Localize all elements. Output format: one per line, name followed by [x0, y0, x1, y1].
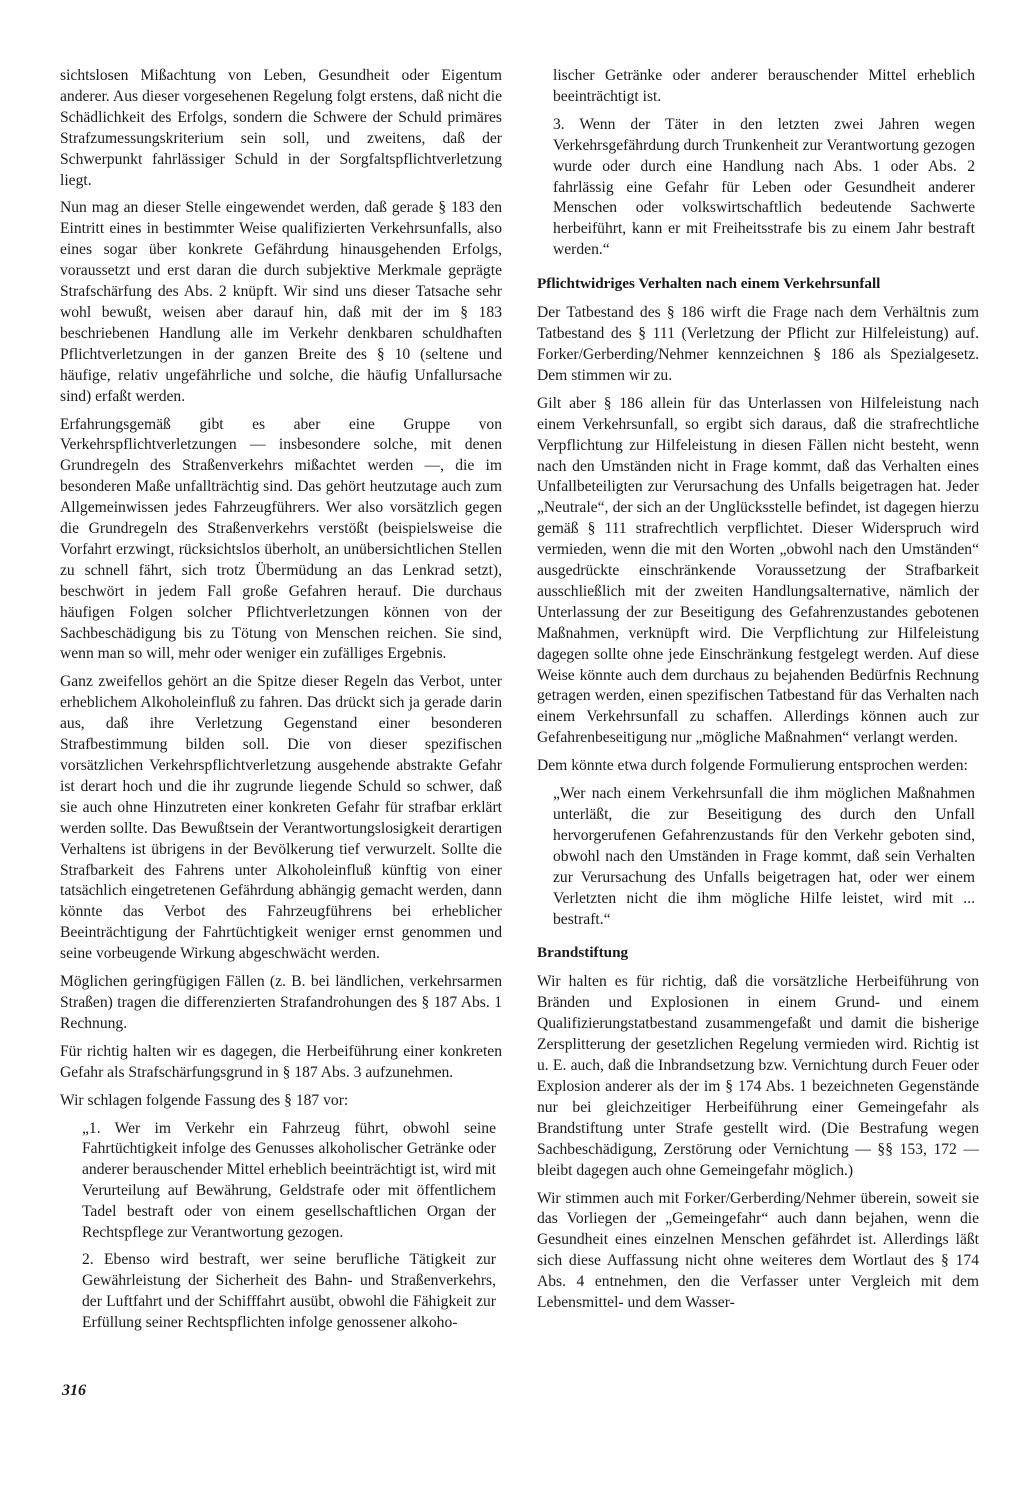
paragraph: sichtslosen Mißachtung von Leben, Gesundheit oder Eigentum anderer. Aus dieser vorgesehenen Regelung folgt erstens, daß nicht die Schädlichkeit des Erfolgs, sondern die Schwere der Schuld primäres Strafzumessungskriterium sein soll, und zweitens, daß der Schwerpunkt fahrlässiger Schuld in der Sorgfaltspflichtverletzung liegt.	[60, 67, 502, 189]
paragraph: Der Tatbestand des § 186 wirft die Frage nach dem Verhältnis zum Tatbestand des § 111 (Verletzung der Pflicht zur Hilfeleistung) auf. Forker/Gerberding/Nehmer kennzeichnen § 186 als Spezialgesetz. Dem stimmen wir zu.	[537, 304, 979, 384]
quoted-provision: „Wer nach einem Verkehrsunfall die ihm möglichen Maßnahmen unterläßt, die zur Beseitigung des durch den Unfall hervorgerufenen Gefahrenzustands für den Verkehr geboten sind, obwohl nach den Umständen in Frage kommt, daß sein Verhalten zur Verursachung des Unfalls beigetragen hat, oder wer einem Verletzten nicht die ihm mögliche Hilfe leistet, wird mit ... bestraft.“	[553, 785, 975, 928]
paragraph: Ganz zweifellos gehört an die Spitze dieser Regeln das Verbot, unter erheblichem Alkoholeinfluß zu fahren. Das drückt sich ja gerade darin aus, daß ihre Verletzung Gegenstand einer besonderen Strafbestimmung bilden soll. Die von dieser spezifischen vorsätzlichen Verkehrspflichtverletzung ausgehende abstrakte Gefahr ist derart hoch und die ihr zugrunde liegende Schuld so schwer, daß sie auch ohne Hinzutreten einer konkreten Gefahr für strafbar erklärt werden sollte. Das Bewußtsein der Verantwortungslosigkeit derartigen Verhaltens ist übrigens in der Bevölkerung tief verwurzelt. Sollte die Strafbarkeit des Fahrens unter Alkoholeinfluß künftig von einer tatsächlich eingetretenen Gefährdung abhängig gemacht werden, dann könnte das Verbot des Fahrzeugführens bei erheblicher Beeinträchtigung der Fahrtüchtigkeit weniger ernst genommen und seine vorbeugende Wirkung abgeschwächt werden.	[60, 673, 502, 963]
paragraph: Nun mag an dieser Stelle eingewendet werden, daß gerade § 183 den Eintritt eines in bestimmter Weise qualifizierten Verkehrsunfalls, also eines sogar über konkrete Gefährdung hinausgehenden Erfolgs, voraussetzt und erst daran die durch subjektive Merkmale geprägte Strafschärfung des Abs. 2 knüpft. Wir sind uns dieser Tatsache sehr wohl bewußt, weisen aber darauf hin, daß mit der im § 183 beschriebenen Handlung alle im Verkehr denkbaren schuldhaften Pflichtverletzungen in der ganzen Breite des § 10 (seltene und häufige, relativ ungefährliche und solche, die häufig Unfallursache sind) erfaßt werden.	[60, 199, 502, 405]
left-column	[60, 66, 502, 1340]
quoted-provision: lischer Getränke oder anderer berauschender Mittel erheblich beeinträchtigt ist.	[553, 67, 975, 105]
paragraph: Gilt aber § 186 allein für das Unterlassen von Hilfeleistung nach einem Verkehrsunfall, so ergibt sich daraus, daß die strafrechtliche Verpflichtung zur Hilfeleistung in diesen Fällen nicht besteht, wenn nach den Umständen nicht in Frage kommt, daß das Verhalten eines Unfallbeteiligten zur Verursachung des Unfalls beigetragen hat. Jeder „Neutrale“, der sich an der Unglücksstelle befindet, ist dagegen hierzu gemäß § 111 strafrechtlich verpflichtet. Dieser Widerspruch wird vermieden, wenn die mit den Worten „obwohl nach den Umständen“ ausgedrückte einschränkende Voraussetzung der Strafbarkeit ausschließlich mit der zweiten Handlungsalternative, nämlich der Unterlassung der zur Beseitigung des Gefahrenzustandes gebotenen Maßnahmen, verknüpft wird. Die Verpflichtung zur Hilfeleistung dagegen sollte ohne jede Einschränkung festgelegt werden. Auf diese Weise könnte auch dem durchaus zu bejahenden Bedürfnis Rechnung getragen werden, einen spezifischen Tatbestand für das Verhalten nach einem Verkehrsunfall zu schaffen. Allerdings können auch zur Gefahrenbeseitigung nur „mögliche Maßnahmen“ verlangt werden.	[537, 394, 979, 747]
section-heading: Brandstiftung	[537, 944, 629, 962]
section-heading: Pflichtwidriges Verhalten nach einem Verkehrsunfall	[537, 275, 881, 293]
paragraph: Dem könnte etwa durch folgende Formulierung entsprochen werden:	[537, 757, 968, 775]
quoted-provision: „1. Wer im Verkehr ein Fahrzeug führt, obwohl seine Fahrtüchtigkeit infolge des Genusses alkoholischer Getränke oder anderer berauschender Mittel erheblich beeinträchtigt ist, wird mit Verurteilung auf Bewährung, Geldstrafe oder mit öffentlichem Tadel bestraft oder von einem gesellschaftlichen Organ der Rechtspflege zur Verantwortung gezogen.	[82, 1119, 496, 1242]
paragraph: Möglichen geringfügigen Fällen (z. B. bei ländlichen, verkehrsarmen Straßen) tragen die differenzierten Strafandrohungen des § 187 Abs. 1 Rechnung.	[60, 973, 502, 1032]
page-number: 316	[62, 1382, 86, 1399]
paragraph: Wir schlagen folgende Fassung des § 187 vor:	[60, 1091, 349, 1109]
paragraph: Für richtig halten wir es dagegen, die Herbeiführung einer konkreten Gefahr als Strafschärfungsgrund in § 187 Abs. 3 aufzunehmen.	[60, 1042, 502, 1081]
quoted-provision: 3. Wenn der Täter in den letzten zwei Jahren wegen Verkehrsgefährdung durch Trunkenheit zur Verantwortung gezogen wurde oder durch eine Handlung nach Abs. 1 oder Abs. 2 fahrlässig eine Gefahr für Leben oder Gesundheit anderer Menschen oder volkswirtschaftlich bedeutende Sachwerte herbeiführt, kann er mit Freiheitsstrafe bis zu einem Jahr bestraft werden.“	[553, 115, 975, 259]
paragraph: Erfahrungsgemäß gibt es aber eine Gruppe von Verkehrspflichtverletzungen — insbesondere solche, mit denen Grundregeln des Straßenverkehrs mißachtet werden —, die im besonderen Maße unfallträchtig sind. Das gehört heutzutage auch zum Allgemeinwissen jedes Fahrzeugführers. Wer also vorsätzlich gegen die Grundregeln des Straßenverkehrs verstößt (beispielsweise die Vorfahrt erzwingt, rücksichtslos überholt, an unübersichtlichen Stellen zu schnell fährt, sich trotz Übermüdung an das Lenkrad setzt), beschwört in jedem Fall große Gefahren herauf. Die durchaus häufigen Folgen solcher Pflichtverletzungen können von der Sachbeschädigung bis zu Tötung von Menschen reichen. Sie sind, wenn man so will, mehr oder weniger ein zufälliges Ergebnis.	[60, 415, 502, 663]
paragraph: Wir halten es für richtig, daß die vorsätzliche Herbeiführung von Bränden und Explosionen in einem Grund- und einem Qualifizierungstatbestand zusammengefaßt und damit die bisherige Zersplitterung der gesetzlichen Regelung vermieden wird. Richtig ist u. E. auch, daß die Inbrandsetzung bzw. Vernichtung durch Feuer oder Explosion anderer als der im § 174 Abs. 1 bezeichneten Gegenstände nur bei gleichzeitiger Herbeiführung einer Gemeingefahr als Brandstiftung unter Strafe gestellt wird. (Die Bestrafung wegen Sachbeschädigung, Zerstörung oder Vernichtung — §§ 153, 172 — bleibt dagegen auch ohne Gemeingefahr möglich.)	[537, 973, 979, 1179]
quoted-provision: 2. Ebenso wird bestraft, wer seine berufliche Tätigkeit zur Gewährleistung der Sicherheit des Bahn- und Straßenverkehrs, der Luftfahrt und der Schifffahrt ausübt, obwohl die Fähigkeit zur Erfüllung seiner Rechtspflichten infolge genossener alkoho-	[82, 1250, 496, 1331]
paragraph: Wir stimmen auch mit Forker/Gerberding/Nehmer überein, soweit sie das Vorliegen der „Gemeingefahr“ auch dann bejahen, wenn die Gesundheit eines einzelnen Menschen gefährdet ist. Allerdings läßt sich diese Auffassung nicht ohne weiteres dem Wortlaut des § 174 Abs. 4 entnehmen, den die Verfasser unter Vergleich mit dem Lebensmittel- und dem Wasser-	[537, 1189, 979, 1312]
right-column	[537, 66, 979, 1321]
